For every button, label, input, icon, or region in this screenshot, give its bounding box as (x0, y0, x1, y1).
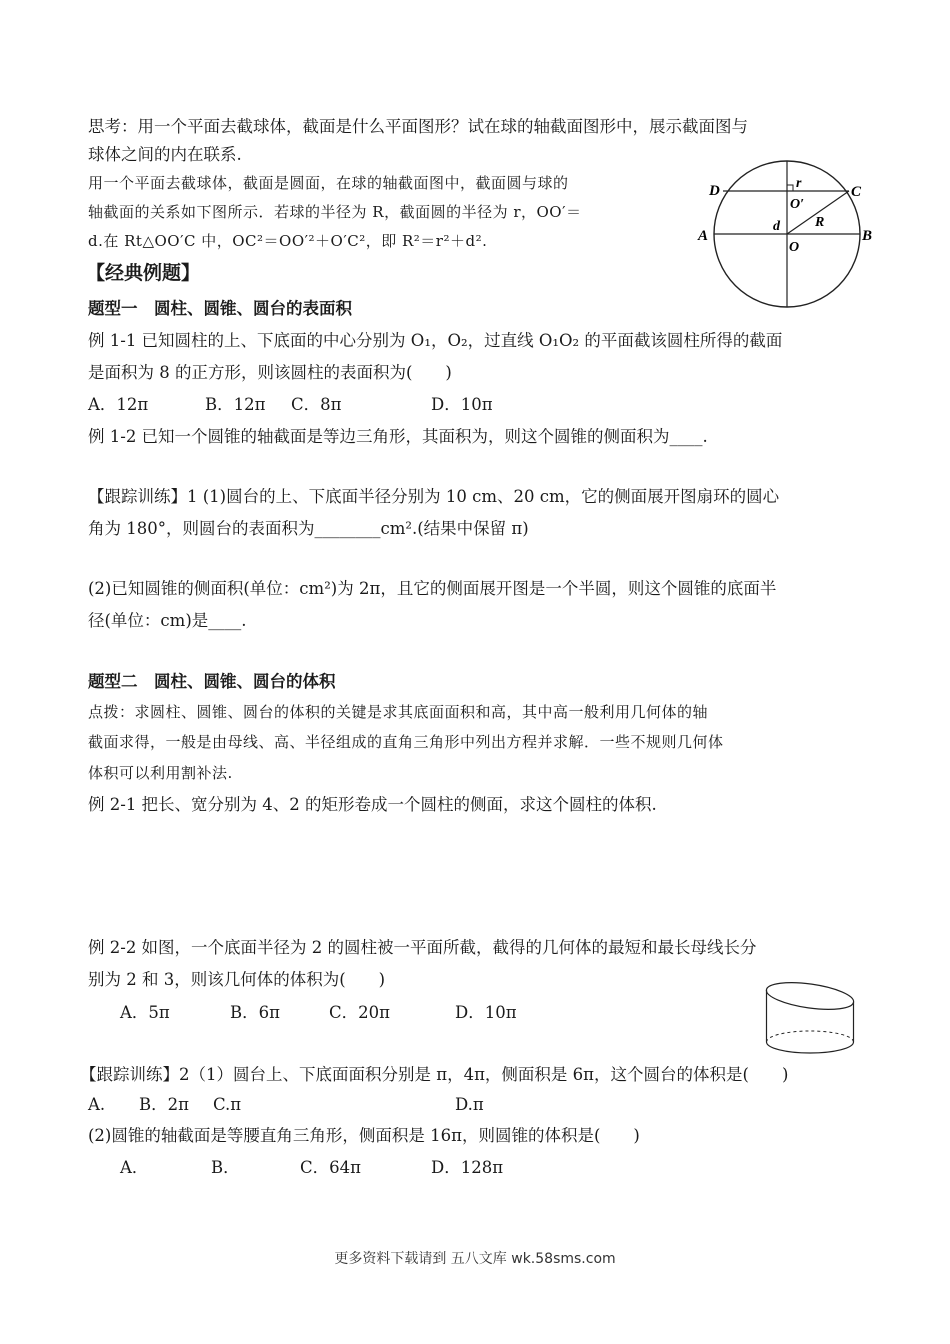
ex2-2-line-2: 别为 2 和 3，则该几何体的体积为( ) (88, 970, 386, 989)
track2-choice-b: B．2π (139, 1095, 189, 1114)
answer-line-2: 轴截面的关系如下图所示．若球的半径为 R，截面圆的半径为 r，OO′＝ (88, 203, 582, 221)
type2-title: 题型二 圆柱、圆锥、圆台的体积 (88, 672, 336, 691)
cut-cylinder-figure (764, 978, 856, 1060)
think-line-1: 思考：用一个平面去截球体，截面是什么平面图形？试在球的轴截面图形中，展示截面图与 (88, 117, 748, 136)
ex1-1-line-1: 例 1-1 已知圆柱的上、下底面的中心分别为 O₁，O₂，过直线 O₁O₂ 的平面截该圆柱所得的截面 (88, 331, 783, 350)
ex1-1-choice-c: C．8π (291, 395, 342, 414)
track2-2-choice-b: B． (211, 1158, 240, 1177)
label-A: A (698, 228, 709, 244)
label-O-prime: O′ (790, 197, 805, 212)
ex1-1-choice-b: B．12π (205, 395, 266, 414)
ex2-2-choice-b: B．6π (230, 1003, 280, 1022)
track1-2-line-2: 径(单位：cm)是____. (88, 611, 247, 630)
tip-line-3: 体积可以利用割补法. (88, 764, 233, 782)
track2-choice-d: D.π (455, 1095, 484, 1114)
ex2-2-choice-c: C．20π (329, 1003, 390, 1022)
track1-2-line-1: (2)已知圆锥的侧面积(单位：cm²)为 2π，且它的侧面展开图是一个半圆，则这个圆锥的底面半 (88, 579, 777, 598)
ex1-2: 例 1-2 已知一个圆锥的轴截面是等边三角形，其面积为，则这个圆锥的侧面积为____. (88, 427, 708, 446)
ex2-2-line-1: 例 2-2 如图，一个底面半径为 2 的圆柱被一平面所截，截得的几何体的最短和最长母线长分 (88, 938, 757, 957)
tip-line-1: 点拨：求圆柱、圆锥、圆台的体积的关键是求其底面面积和高，其中高一般利用几何体的轴 (88, 703, 709, 721)
label-D: D (709, 183, 720, 199)
ex2-2-choice-a: A．5π (120, 1003, 170, 1022)
track1-line-2: 角为 180°，则圆台的表面积为________cm².(结果中保留 π) (88, 519, 529, 538)
answer-line-3: d.在 Rt△OO′C 中，OC²＝OO′²＋O′C²，即 R²＝r²＋d². (88, 232, 488, 250)
track2-2-choice-c: C．64π (300, 1158, 361, 1177)
answer-line-1: 用一个平面去截球体，截面是圆面，在球的轴截面图中，截面圆与球的 (88, 174, 569, 192)
label-B: B (862, 228, 873, 244)
page-footer: 更多资料下载请到 五八文库 wk.58sms.com (334, 1251, 616, 1267)
track1-line-1: 【跟踪训练】1 (1)圆台的上、下底面半径分别为 10 cm、20 cm，它的侧面展开图扇环的圆心 (88, 487, 780, 506)
ex1-1-line-2: 是面积为 8 的正方形，则该圆柱的表面积为( ) (88, 363, 452, 382)
track2-2: (2)圆锥的轴截面是等腰直角三角形，侧面积是 16π，则圆锥的体积是( ) (88, 1126, 640, 1145)
think-line-2: 球体之间的内在联系. (88, 145, 242, 164)
sphere-section-diagram (695, 158, 880, 310)
label-C: C (851, 184, 862, 200)
type1-title: 题型一 圆柱、圆锥、圆台的表面积 (88, 299, 352, 318)
track2-choice-a: A. (88, 1095, 106, 1114)
track2-2-choice-d: D．128π (431, 1158, 504, 1177)
track2-line-1: 【跟踪训练】2（1）圆台上、下底面面积分别是 π，4π，侧面积是 6π，这个圆台的体积是( ) (80, 1065, 789, 1084)
label-O: O (789, 240, 800, 255)
track2-2-choice-a: A． (120, 1158, 149, 1177)
label-R: R (815, 215, 825, 230)
ex2-2-choice-d: D．10π (455, 1003, 517, 1022)
label-r: r (796, 176, 802, 191)
label-d: d (773, 219, 780, 234)
tip-line-2: 截面求得，一般是由母线、高、半径组成的直角三角形中列出方程并求解．一些不规则几何体 (88, 733, 724, 751)
section-title: 【经典例题】 (86, 262, 201, 284)
ex1-1-choice-a: A．12π (88, 395, 149, 414)
ex1-1-choice-d: D．10π (431, 395, 493, 414)
track2-choice-c: C.π (213, 1095, 242, 1114)
ex2-1: 例 2-1 把长、宽分别为 4、2 的矩形卷成一个圆柱的侧面，求这个圆柱的体积. (88, 795, 657, 814)
